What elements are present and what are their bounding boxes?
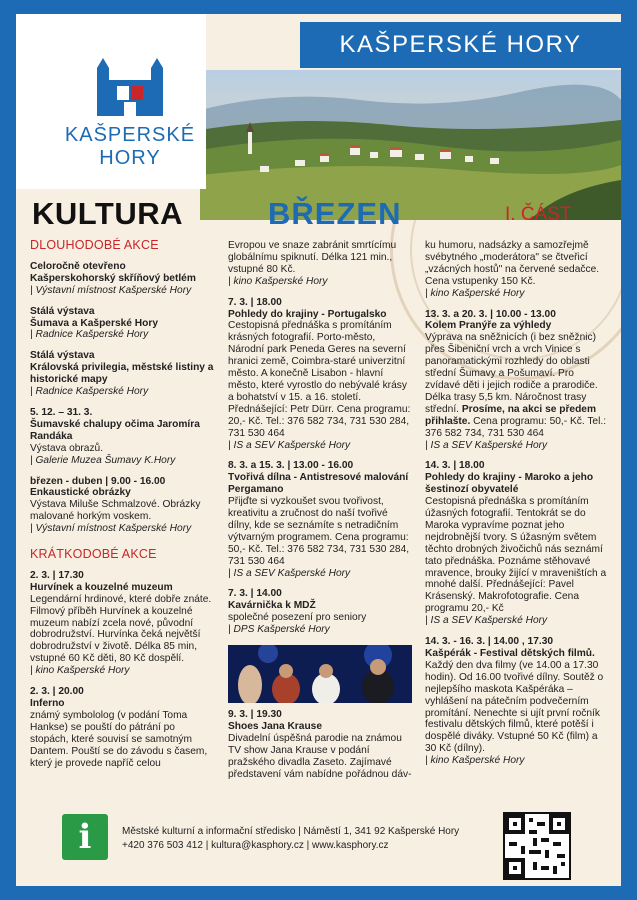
event-item	[30, 686, 216, 769]
event-text: Cestopisná přednáška s promítáním krásných fotografií. Porto-město, Národní park Peneda Geres na severní hranici země, Coimbra-staré univerzitní město. A konečně Lisabon - hlavní město, které vyrostlo do nebývalé krásy a bohatství v 15. a 16. století. Přednášející: Petr Dürr. Cena programu: 20,- Kč. Tel.: 376 582 734, 731 530 284, 731 530 464	[228, 320, 411, 439]
landscape-photo	[200, 70, 621, 220]
event-venue: | IS a SEV Kašperské Hory	[425, 440, 611, 452]
heading-month: BŘEZEN	[268, 196, 402, 231]
info-center-icon: i	[62, 814, 108, 860]
event-text: Výstava Miluše Schmalzové. Obrázky malované horkým voskem.	[30, 499, 201, 523]
event-item	[425, 309, 611, 452]
event-venue: | DPS Kašperské Hory	[228, 624, 414, 636]
event-text: Každý den dva filmy (ve 14.00 a 17.30 hodin). Od 16.00 tvořivé dílny. Soutěž o nejlepšího maskota Kašpéráka – vyhlášení na pátečním podvečerním promítání. Nenechte si ujít první ročník festivalu dětských filmů, které potěší i dospělé diváky. Vstupné 50 Kč (film) a 30 Kč (dílny).	[425, 659, 604, 755]
event-title: Kolem Pranýře za výhledy	[425, 320, 552, 332]
event-title: Enkaustické obrázky	[30, 487, 131, 499]
heading-kultura: KULTURA	[32, 196, 184, 231]
event-title: Hurvínek a kouzelné muzeum	[30, 581, 173, 593]
event-text: známý symbololog (v podání Toma Hankse) se pouští do pátrání po stopách, které souvisí se samotným Dantem. Pouští se do závodu s časem, který je provede napříč celou	[30, 709, 208, 769]
event-venue: | IS a SEV Kašperské Hory	[228, 440, 414, 452]
event-item	[30, 261, 216, 297]
event-venue: | IS a SEV Kašperské Hory	[228, 568, 414, 580]
section-short-term: KRÁTKODOBÉ AKCE	[30, 547, 157, 562]
event-item	[425, 636, 611, 767]
event-venue: | kino Kašperské Hory	[425, 755, 611, 767]
town-logo-icon	[95, 58, 165, 120]
event-text: Evropou ve snaze zabránit smrtícímu globálnímu spiknutí. Délka 121 min., vstupné 80 Kč.	[228, 240, 397, 275]
event-item	[228, 460, 414, 579]
event-venue: | kino Kašperské Hory	[425, 288, 611, 300]
event-title: Kašperskohorský skříňový betlém	[30, 272, 196, 284]
event-title: Pohledy do krajiny - Maroko a jeho šestinozí obyvatelé	[425, 472, 594, 496]
event-title: Šumava a Kašperské Hory	[30, 317, 158, 329]
event-venue: | Radnice Kašperské Hory	[30, 386, 216, 398]
event-venue: | Výstavní místnost Kašperské Hory	[30, 285, 216, 297]
logo-text	[55, 124, 205, 170]
event-item	[30, 407, 216, 467]
event-title: Tvořivá dílna - Antistresové malování Pergamano	[228, 472, 409, 496]
event-title: Kavárnička k MDŽ	[228, 600, 316, 612]
event-item	[30, 570, 216, 677]
frame-bottom	[0, 886, 637, 900]
event-date: 8. 3. a 15. 3. | 13.00 - 16.00	[228, 460, 354, 472]
event-item	[30, 350, 216, 398]
event-item	[228, 588, 414, 636]
event-text	[425, 332, 611, 439]
event-title: Královská privilegia, městské listiny a historické mapy	[30, 362, 214, 386]
event-text: ku humoru, nadsázky a samozřejmě svébytného „moderátora" se čtveřicí „vzácných hostů" na červené sedačce. Cena vstupenky 150 Kč.	[425, 240, 600, 287]
event-title: Celoročně otevřeno	[30, 260, 126, 272]
qr-code-icon[interactable]	[503, 812, 571, 880]
event-date: 9. 3. | 19.30	[228, 709, 282, 721]
event-item	[228, 240, 414, 288]
event-title: Shoes Jana Krause	[228, 721, 322, 732]
event-venue: | Radnice Kašperské Hory	[30, 329, 216, 341]
event-text-main: Výprava na sněžnicích (i bez sněžnic) přes Šibeniční vrch a vrch Vinice s panoramatickými rozhledy do oblasti střední Šumavy a Pošumaví. Pro zvídavé děti i jejich rodiče a prarodiče. Délka trasy 5,5 km. Náročnost trasy střední.	[425, 332, 598, 415]
event-date: 2. 3. | 20.00	[30, 686, 84, 698]
heading-part: I. ČÁST	[505, 204, 572, 225]
event-text: Divadelní úspěšná parodie na známou TV show Jana Krause v podání pražského divadla Zaseto. Zajímavé představení vám nabídne pořádnou dáv-	[228, 732, 412, 780]
event-venue: | kino Kašperské Hory	[30, 665, 216, 677]
event-date: 14. 3. | 18.00	[425, 460, 485, 472]
frame-top	[0, 0, 637, 14]
event-venue: | Výstavní místnost Kašperské Hory	[30, 523, 216, 535]
column-1	[30, 240, 216, 778]
event-text: Výstava obrazů.	[30, 442, 104, 454]
event-item	[30, 476, 216, 536]
event-venue: | IS a SEV Kašperské Hory	[425, 615, 611, 627]
event-title: Šumavské chalupy očima Jaromíra Randáka	[30, 418, 200, 442]
event-title: Stálá výstava	[30, 305, 95, 317]
frame-right	[621, 0, 637, 900]
column-3	[425, 240, 611, 776]
event-venue: | Galerie Muzea Šumavy K.Hory	[30, 455, 216, 467]
footer-contact: +420 376 503 412 | kultura@kasphory.cz | www.kasphory.cz	[122, 840, 389, 851]
event-title: Kašpérák - Festival dětských filmů.	[425, 648, 595, 659]
event-date: 5. 12. – 31. 3.	[30, 406, 93, 418]
footer-address: Městské kulturní a informační středisko | Náměstí 1, 341 92 Kašperské Hory	[122, 826, 460, 837]
event-title: Stálá výstava	[30, 350, 95, 362]
event-title: Inferno	[30, 698, 65, 709]
event-photo	[228, 645, 412, 703]
event-date: 7. 3. | 14.00	[228, 588, 282, 600]
event-text-price: Cena programu: 50,- Kč. Tel.: 376 582 734, 731 530 464	[425, 415, 607, 439]
event-text: Cestopisná přednáška s promítáním úžasných fotografií. Tentokrát se do Maroka vypravíme poznat jeho nejdrobnější tvory. S úžasným světem těchto drobných živočichů nás seznámí tato přednáška. Poznáme stěhovavé mravence, brouky žijící v mraveništích a mnohé další. Přednášející: Pavel Krásenský. Makrofotografie. Cena programu 20,- Kč	[425, 496, 607, 615]
section-long-term: DLOUHODOBÉ AKCE	[30, 238, 159, 252]
event-item	[228, 297, 414, 452]
event-item	[228, 709, 414, 780]
event-text: společné posezení pro seniory	[228, 612, 367, 624]
event-item	[30, 306, 216, 342]
event-date: březen - duben | 9.00 - 16.00	[30, 475, 166, 487]
event-text: Legendární hrdinové, které dobře znáte. Filmový příběh Hurvínek a kouzelné muzeum nabízí zcela nové, původní dobrodružství. Hurvínka čeká největší dobrodružství v životě. Délka 85 min, vstupné 60 Kč děti, 80 Kč dospělí.	[30, 593, 212, 665]
logo-text-line1: KAŠPERSKÉ	[64, 124, 196, 146]
column-2	[228, 240, 414, 790]
event-date: 2. 3. | 17.30	[30, 569, 84, 581]
logo-text-line2: HORY	[99, 147, 161, 169]
event-venue: | kino Kašperské Hory	[228, 276, 414, 288]
event-date: 7. 3. | 18.00	[228, 296, 282, 308]
event-date: 13. 3. a 20. 3. | 10.00 - 13.00	[425, 308, 556, 320]
event-text: Přijďte si vyzkoušet svou tvořivost, kreativitu a zručnost do naší tvořivé dílny, kde se seznámíte s netradičním výtvarným programem. Cena programu: 50,- Kč. Tel.: 376 582 734, 731 530 284, 731 530 464	[228, 496, 410, 567]
frame-left	[0, 0, 16, 900]
event-item	[425, 460, 611, 627]
event-date: 14. 3. - 16. 3. | 14.00 , 17.30	[425, 636, 554, 648]
event-item	[425, 240, 611, 300]
event-title: Pohledy do krajiny - Portugalsko	[228, 308, 387, 320]
town-title-band: KAŠPERSKÉ HORY	[300, 22, 621, 68]
event-registration-note: Prosíme, na akci se předem přihlašte.	[425, 403, 597, 427]
